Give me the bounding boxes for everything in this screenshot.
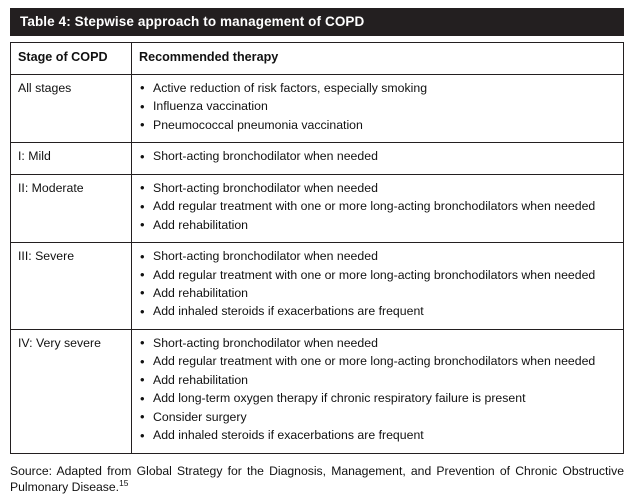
therapy-list xyxy=(139,335,616,445)
row-stage-label: I: Mild xyxy=(11,143,132,174)
table-row xyxy=(11,243,624,330)
table-row xyxy=(11,329,624,453)
row-stage-label: IV: Very severe xyxy=(11,329,132,453)
row-stage-label: All stages xyxy=(11,74,132,142)
list-item: • Short-acting bronchodilator when needed xyxy=(139,148,616,165)
table-caption-title: Stepwise approach to management of COPD xyxy=(74,14,365,29)
column-header-therapy: Recommended therapy xyxy=(132,43,624,75)
list-item: • Short-acting bronchodilator when needed xyxy=(139,248,616,265)
table-row xyxy=(11,143,624,174)
list-item: • Add rehabilitation xyxy=(139,285,616,302)
therapy-list xyxy=(139,148,616,165)
therapy-list xyxy=(139,248,616,321)
list-item: • Add regular treatment with one or more long-acting bronchodilators when needed xyxy=(139,198,616,215)
therapy-list xyxy=(139,180,616,234)
row-stage-label: II: Moderate xyxy=(11,174,132,242)
list-item: • Short-acting bronchodilator when needed xyxy=(139,180,616,197)
copd-management-table xyxy=(10,42,624,454)
source-text: Source: Adapted from Global Strategy for the Diagnosis, Management, and Prevention of Chronic Obstructive Pulmonary Disease. xyxy=(10,463,624,494)
table-source-note xyxy=(10,463,624,495)
list-item: • Add long-term oxygen therapy if chronic respiratory failure is present xyxy=(139,390,616,407)
row-therapy-cell xyxy=(132,174,624,242)
list-item: • Add regular treatment with one or more long-acting bronchodilators when needed xyxy=(139,267,616,284)
column-header-stage: Stage of COPD xyxy=(11,43,132,75)
list-item: • Add rehabilitation xyxy=(139,372,616,389)
table-row xyxy=(11,174,624,242)
list-item: • Add inhaled steroids if exacerbations are frequent xyxy=(139,427,616,444)
list-item: • Add inhaled steroids if exacerbations are frequent xyxy=(139,303,616,320)
row-therapy-cell xyxy=(132,329,624,453)
row-stage-label: III: Severe xyxy=(11,243,132,330)
table-head xyxy=(11,43,624,75)
list-item: • Short-acting bronchodilator when needed xyxy=(139,335,616,352)
list-item: • Active reduction of risk factors, especially smoking xyxy=(139,80,616,97)
table-body xyxy=(11,74,624,453)
table-caption xyxy=(10,8,624,36)
row-therapy-cell xyxy=(132,243,624,330)
source-reference-marker: 15 xyxy=(119,477,129,488)
table-caption-number: Table 4: xyxy=(20,14,71,29)
list-item: • Add rehabilitation xyxy=(139,217,616,234)
list-item: • Add regular treatment with one or more long-acting bronchodilators when needed xyxy=(139,353,616,370)
table-row xyxy=(11,74,624,142)
list-item: • Influenza vaccination xyxy=(139,98,616,115)
therapy-list xyxy=(139,80,616,134)
list-item: • Consider surgery xyxy=(139,409,616,426)
row-therapy-cell xyxy=(132,74,624,142)
table-header-row xyxy=(11,43,624,75)
list-item: • Pneumococcal pneumonia vaccination xyxy=(139,117,616,134)
row-therapy-cell xyxy=(132,143,624,174)
